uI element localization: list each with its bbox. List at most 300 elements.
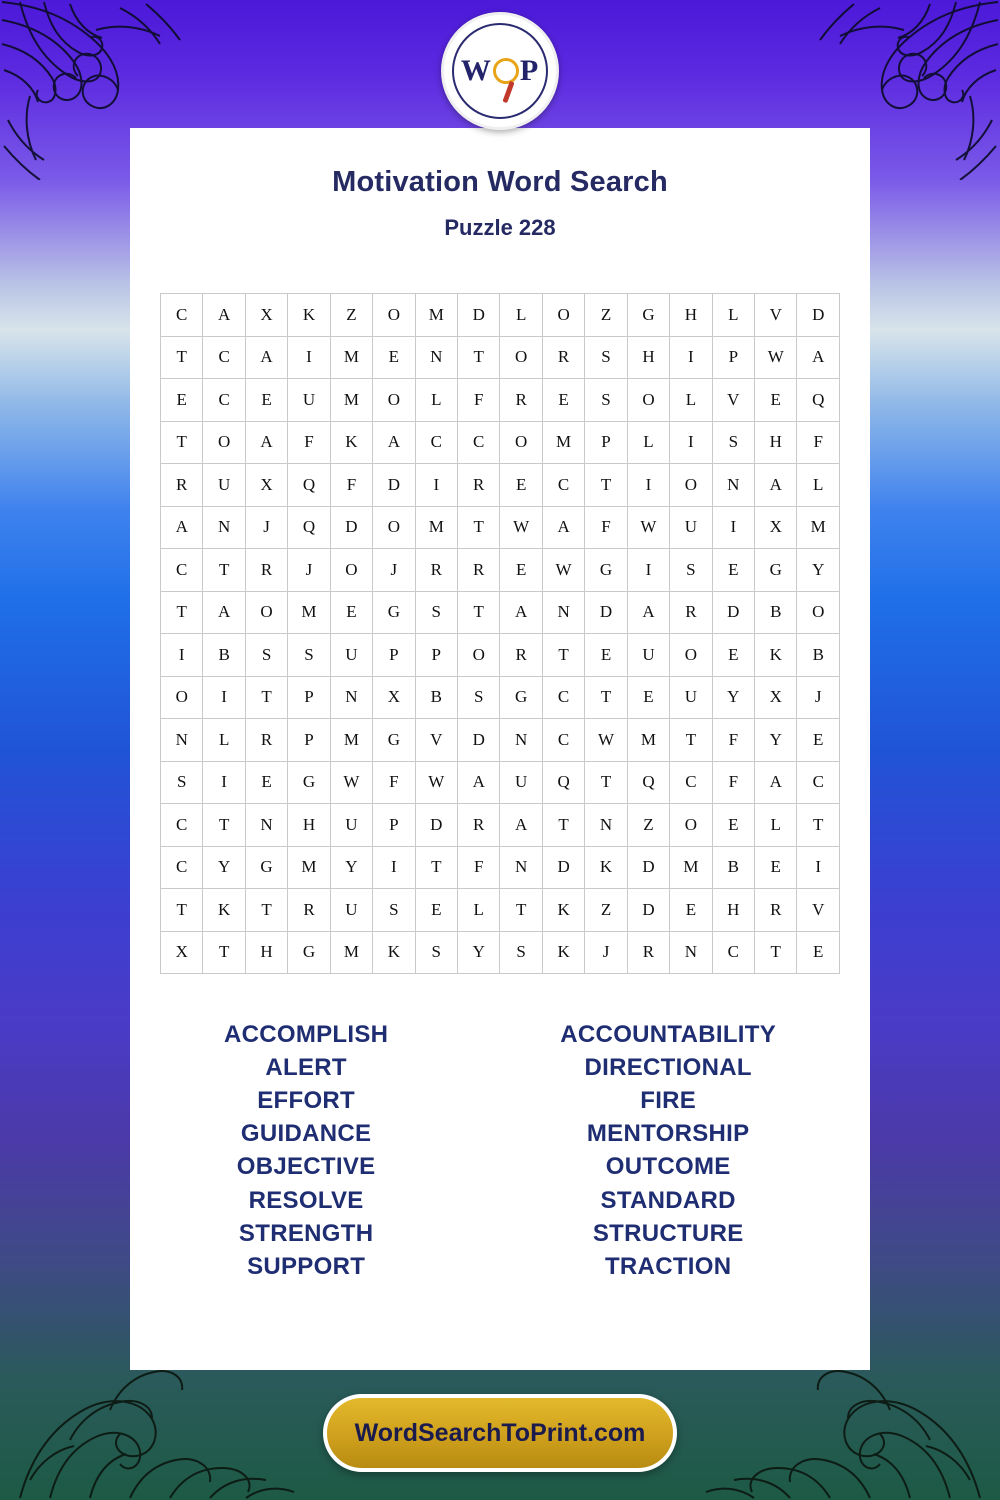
grid-row [161, 336, 840, 379]
website-label: WordSearchToPrint.com [354, 1418, 646, 1447]
grid-cell[interactable]: H [670, 294, 712, 337]
website-button[interactable] [323, 1394, 677, 1472]
word-list-item: STRENGTH [238, 1219, 374, 1247]
grid-cell[interactable]: A [755, 464, 797, 507]
grid-cell[interactable]: E [161, 379, 203, 422]
logo-letter-w: W [460, 54, 492, 87]
grid-cell[interactable]: E [542, 379, 584, 422]
grid-cell[interactable]: P [288, 676, 330, 719]
grid-cell[interactable]: M [288, 591, 330, 634]
grid-cell[interactable]: E [373, 336, 415, 379]
grid-cell[interactable]: O [670, 634, 712, 677]
grid-cell[interactable]: D [373, 464, 415, 507]
grid-cell[interactable]: S [670, 549, 712, 592]
grid-cell[interactable]: X [755, 506, 797, 549]
grid-cell[interactable]: N [670, 931, 712, 974]
grid-row [161, 294, 840, 337]
grid-cell[interactable]: X [161, 931, 203, 974]
grid-cell[interactable]: F [330, 464, 372, 507]
grid-cell[interactable]: C [161, 549, 203, 592]
grid-cell[interactable]: R [458, 464, 500, 507]
grid-cell[interactable]: H [712, 889, 754, 932]
grid-cell[interactable]: J [288, 549, 330, 592]
word-list-item: EFFORT [257, 1087, 356, 1115]
grid-cell[interactable]: A [500, 804, 542, 847]
grid-cell[interactable]: M [288, 846, 330, 889]
grid-cell[interactable]: T [585, 761, 627, 804]
grid-cell[interactable]: I [797, 846, 840, 889]
grid-cell[interactable]: M [542, 421, 584, 464]
grid-cell[interactable]: F [373, 761, 415, 804]
grid-cell[interactable]: D [585, 591, 627, 634]
grid-cell[interactable]: U [627, 634, 669, 677]
grid-cell[interactable]: J [373, 549, 415, 592]
word-list-item: SUPPORT [247, 1252, 366, 1280]
grid-cell[interactable]: W [755, 336, 797, 379]
grid-cell[interactable]: Z [330, 294, 372, 337]
word-list-item: GUIDANCE [240, 1120, 372, 1148]
grid-cell[interactable]: C [542, 676, 584, 719]
grid-cell[interactable]: H [245, 931, 287, 974]
grid-cell[interactable]: J [245, 506, 287, 549]
grid-cell[interactable]: R [500, 379, 542, 422]
grid-cell[interactable]: G [373, 719, 415, 762]
grid-cell[interactable]: C [161, 846, 203, 889]
grid-cell[interactable]: Z [585, 294, 627, 337]
grid-cell[interactable]: T [542, 634, 584, 677]
grid-cell[interactable]: N [415, 336, 457, 379]
grid-cell[interactable]: C [161, 294, 203, 337]
word-list-item: STRUCTURE [592, 1219, 744, 1247]
grid-cell[interactable]: I [712, 506, 754, 549]
bottom-flourish-icon [10, 1350, 340, 1500]
grid-cell[interactable]: L [415, 379, 457, 422]
grid-cell[interactable]: B [203, 634, 245, 677]
grid-cell[interactable]: G [288, 761, 330, 804]
grid-cell[interactable]: O [458, 634, 500, 677]
grid-cell[interactable]: T [161, 336, 203, 379]
grid-cell[interactable]: U [203, 464, 245, 507]
grid-cell[interactable]: L [458, 889, 500, 932]
grid-cell[interactable]: O [542, 294, 584, 337]
grid-cell[interactable]: M [627, 719, 669, 762]
grid-cell[interactable]: F [288, 421, 330, 464]
word-list-right-column [560, 1018, 776, 1283]
grid-cell[interactable]: T [245, 676, 287, 719]
grid-cell[interactable]: O [670, 464, 712, 507]
grid-cell[interactable]: Z [585, 889, 627, 932]
grid-cell[interactable]: B [415, 676, 457, 719]
grid-cell[interactable]: S [500, 931, 542, 974]
grid-cell[interactable]: W [330, 761, 372, 804]
grid-cell[interactable]: R [755, 889, 797, 932]
grid-cell[interactable]: M [670, 846, 712, 889]
logo-circle [452, 23, 548, 119]
grid-cell[interactable]: S [585, 336, 627, 379]
grid-cell[interactable]: P [288, 719, 330, 762]
grid-cell[interactable]: N [585, 804, 627, 847]
grid-cell[interactable]: S [415, 591, 457, 634]
grid-cell[interactable]: R [458, 804, 500, 847]
grid-cell[interactable]: N [500, 719, 542, 762]
grid-cell[interactable]: Q [288, 506, 330, 549]
grid-cell[interactable]: R [670, 591, 712, 634]
grid-cell[interactable]: R [542, 336, 584, 379]
grid-cell[interactable]: O [245, 591, 287, 634]
grid-cell[interactable]: A [373, 421, 415, 464]
grid-cell[interactable]: T [203, 804, 245, 847]
grid-cell[interactable]: L [627, 421, 669, 464]
grid-cell[interactable]: R [415, 549, 457, 592]
grid-cell[interactable]: E [755, 846, 797, 889]
grid-cell[interactable]: M [415, 294, 457, 337]
grid-cell[interactable]: P [415, 634, 457, 677]
word-list-item: DIRECTIONAL [584, 1054, 752, 1082]
grid-cell[interactable]: T [500, 889, 542, 932]
grid-cell[interactable]: K [755, 634, 797, 677]
grid-cell[interactable]: Y [755, 719, 797, 762]
grid-cell[interactable]: S [288, 634, 330, 677]
grid-cell[interactable]: U [500, 761, 542, 804]
grid-cell[interactable]: K [373, 931, 415, 974]
grid-cell[interactable]: C [670, 761, 712, 804]
grid-cell[interactable]: A [500, 591, 542, 634]
grid-cell[interactable]: O [670, 804, 712, 847]
grid-cell[interactable]: M [330, 379, 372, 422]
grid-cell[interactable]: M [330, 719, 372, 762]
grid-cell[interactable]: L [500, 294, 542, 337]
grid-cell[interactable]: C [203, 379, 245, 422]
grid-cell[interactable]: Q [627, 761, 669, 804]
grid-cell[interactable]: Q [797, 379, 840, 422]
grid-cell[interactable]: F [458, 379, 500, 422]
grid-cell[interactable]: S [712, 421, 754, 464]
grid-cell[interactable]: F [797, 421, 840, 464]
grid-cell[interactable]: T [458, 591, 500, 634]
grid-cell[interactable]: N [712, 464, 754, 507]
grid-cell[interactable]: C [797, 761, 840, 804]
grid-cell[interactable]: O [373, 506, 415, 549]
grid-cell[interactable]: D [415, 804, 457, 847]
grid-cell[interactable]: F [585, 506, 627, 549]
grid-cell[interactable]: G [627, 294, 669, 337]
grid-cell[interactable]: E [585, 634, 627, 677]
grid-cell[interactable]: C [161, 804, 203, 847]
grid-cell[interactable]: D [458, 294, 500, 337]
grid-cell[interactable]: I [203, 761, 245, 804]
grid-cell[interactable]: M [415, 506, 457, 549]
grid-cell[interactable]: O [500, 336, 542, 379]
grid-cell[interactable]: R [161, 464, 203, 507]
grid-cell[interactable]: X [373, 676, 415, 719]
grid-row [161, 931, 840, 974]
grid-row [161, 719, 840, 762]
grid-cell[interactable]: D [330, 506, 372, 549]
grid-cell[interactable]: F [458, 846, 500, 889]
grid-cell[interactable]: A [203, 591, 245, 634]
grid-cell[interactable]: B [712, 846, 754, 889]
grid-cell[interactable]: D [458, 719, 500, 762]
grid-cell[interactable]: A [542, 506, 584, 549]
grid-cell[interactable]: C [415, 421, 457, 464]
grid-cell[interactable]: O [161, 676, 203, 719]
grid-row [161, 634, 840, 677]
grid-cell[interactable]: N [330, 676, 372, 719]
grid-cell[interactable]: O [627, 379, 669, 422]
grid-cell[interactable]: T [161, 591, 203, 634]
grid-cell[interactable]: K [288, 294, 330, 337]
grid-cell[interactable]: E [797, 931, 840, 974]
grid-cell[interactable]: I [670, 336, 712, 379]
grid-cell[interactable]: G [585, 549, 627, 592]
grid-cell[interactable]: C [203, 336, 245, 379]
grid-cell[interactable]: R [245, 549, 287, 592]
grid-cell[interactable]: I [161, 634, 203, 677]
grid-cell[interactable]: V [797, 889, 840, 932]
grid-cell[interactable]: G [500, 676, 542, 719]
grid-cell[interactable]: H [288, 804, 330, 847]
grid-cell[interactable]: S [161, 761, 203, 804]
grid-cell[interactable]: R [458, 549, 500, 592]
grid-cell[interactable]: I [203, 676, 245, 719]
grid-cell[interactable]: P [712, 336, 754, 379]
grid-cell[interactable]: P [373, 634, 415, 677]
grid-cell[interactable]: T [797, 804, 840, 847]
grid-cell[interactable]: O [373, 294, 415, 337]
grid-cell[interactable]: O [373, 379, 415, 422]
grid-cell[interactable]: Y [797, 549, 840, 592]
grid-cell[interactable]: T [542, 804, 584, 847]
grid-cell[interactable]: E [712, 549, 754, 592]
grid-cell[interactable]: I [373, 846, 415, 889]
grid-cell[interactable]: Y [712, 676, 754, 719]
grid-cell[interactable]: L [712, 294, 754, 337]
grid-cell[interactable]: S [415, 931, 457, 974]
word-list-item: STANDARD [600, 1186, 736, 1214]
grid-cell[interactable]: T [585, 464, 627, 507]
word-list-item: TRACTION [604, 1252, 732, 1280]
grid-cell[interactable]: V [712, 379, 754, 422]
grid-cell[interactable]: M [330, 931, 372, 974]
grid-cell[interactable]: E [415, 889, 457, 932]
grid-cell[interactable]: M [330, 336, 372, 379]
grid-cell[interactable]: L [670, 379, 712, 422]
grid-cell[interactable]: Y [203, 846, 245, 889]
grid-cell[interactable]: T [161, 421, 203, 464]
grid-cell[interactable]: T [670, 719, 712, 762]
grid-cell[interactable]: W [585, 719, 627, 762]
grid-cell[interactable]: U [330, 634, 372, 677]
grid-cell[interactable]: Y [330, 846, 372, 889]
grid-cell[interactable]: N [161, 719, 203, 762]
grid-cell[interactable]: N [500, 846, 542, 889]
grid-cell[interactable]: T [203, 931, 245, 974]
grid-cell[interactable]: U [288, 379, 330, 422]
word-list-item: FIRE [640, 1087, 697, 1115]
grid-cell[interactable]: A [797, 336, 840, 379]
grid-row [161, 889, 840, 932]
logo-letter-p: P [519, 54, 540, 87]
grid-cell[interactable]: E [755, 379, 797, 422]
word-list-item: RESOLVE [248, 1186, 364, 1214]
grid-cell[interactable]: A [245, 421, 287, 464]
grid-row [161, 464, 840, 507]
grid-cell[interactable]: Q [288, 464, 330, 507]
grid-cell[interactable]: A [161, 506, 203, 549]
grid-cell[interactable]: K [585, 846, 627, 889]
grid-cell[interactable]: O [500, 421, 542, 464]
grid-cell[interactable]: T [245, 889, 287, 932]
grid-cell[interactable]: B [755, 591, 797, 634]
word-list-item: OUTCOME [605, 1153, 731, 1181]
grid-cell[interactable]: U [670, 676, 712, 719]
grid-cell[interactable]: E [245, 379, 287, 422]
grid-cell[interactable]: L [755, 804, 797, 847]
grid-cell[interactable]: J [585, 931, 627, 974]
grid-cell[interactable]: D [712, 591, 754, 634]
grid-row [161, 846, 840, 889]
grid-row [161, 421, 840, 464]
grid-cell[interactable]: R [288, 889, 330, 932]
grid-cell[interactable]: Y [458, 931, 500, 974]
grid-cell[interactable]: O [330, 549, 372, 592]
grid-cell[interactable]: V [415, 719, 457, 762]
grid-cell[interactable]: A [203, 294, 245, 337]
grid-cell[interactable]: D [627, 889, 669, 932]
grid-cell[interactable]: G [373, 591, 415, 634]
bottom-flourish-icon [660, 1350, 990, 1500]
grid-cell[interactable]: U [330, 889, 372, 932]
grid-cell[interactable]: M [797, 506, 840, 549]
grid-cell[interactable]: W [627, 506, 669, 549]
grid-cell[interactable]: L [797, 464, 840, 507]
grid-cell[interactable]: I [627, 549, 669, 592]
grid-cell[interactable]: Z [627, 804, 669, 847]
grid-cell[interactable]: F [712, 719, 754, 762]
puzzle-number: Puzzle 228 [444, 215, 556, 240]
grid-cell[interactable]: T [458, 336, 500, 379]
grid-row [161, 591, 840, 634]
grid-cell[interactable]: T [585, 676, 627, 719]
grid-cell[interactable]: K [330, 421, 372, 464]
word-search-grid-wrap [160, 293, 840, 974]
grid-cell[interactable]: I [670, 421, 712, 464]
grid-cell[interactable]: X [755, 676, 797, 719]
grid-cell[interactable]: R [500, 634, 542, 677]
grid-cell[interactable]: I [415, 464, 457, 507]
grid-cell[interactable]: U [670, 506, 712, 549]
grid-cell[interactable]: T [203, 549, 245, 592]
grid-cell[interactable]: U [330, 804, 372, 847]
grid-cell[interactable]: G [288, 931, 330, 974]
grid-cell[interactable]: D [542, 846, 584, 889]
grid-cell[interactable]: G [755, 549, 797, 592]
grid-cell[interactable]: X [245, 294, 287, 337]
grid-cell[interactable]: W [415, 761, 457, 804]
grid-cell[interactable]: J [797, 676, 840, 719]
grid-cell[interactable]: S [245, 634, 287, 677]
word-search-grid[interactable] [160, 293, 840, 974]
grid-cell[interactable]: C [542, 719, 584, 762]
grid-cell[interactable]: E [797, 719, 840, 762]
grid-cell[interactable]: X [245, 464, 287, 507]
grid-cell[interactable]: E [245, 761, 287, 804]
word-list-item: MENTORSHIP [586, 1120, 750, 1148]
grid-cell[interactable]: K [542, 931, 584, 974]
grid-cell[interactable]: R [627, 931, 669, 974]
grid-cell[interactable]: E [330, 591, 372, 634]
grid-cell[interactable]: K [542, 889, 584, 932]
grid-cell[interactable]: B [797, 634, 840, 677]
grid-cell[interactable]: W [542, 549, 584, 592]
grid-cell[interactable]: E [500, 549, 542, 592]
logo-initials [461, 54, 539, 88]
page-title: Motivation Word Search [332, 166, 668, 198]
grid-cell[interactable]: I [627, 464, 669, 507]
grid-cell[interactable]: O [203, 421, 245, 464]
grid-cell[interactable]: Q [542, 761, 584, 804]
grid-cell[interactable]: V [755, 294, 797, 337]
grid-cell[interactable]: I [288, 336, 330, 379]
site-logo [441, 12, 559, 130]
grid-cell[interactable]: H [627, 336, 669, 379]
grid-cell[interactable]: S [458, 676, 500, 719]
grid-cell[interactable]: A [755, 761, 797, 804]
grid-cell[interactable]: F [712, 761, 754, 804]
grid-cell[interactable]: A [627, 591, 669, 634]
word-list-item: OBJECTIVE [236, 1153, 376, 1181]
magnifier-icon [493, 58, 519, 84]
grid-cell[interactable]: G [245, 846, 287, 889]
grid-cell[interactable]: T [415, 846, 457, 889]
grid-cell[interactable]: T [458, 506, 500, 549]
grid-cell[interactable]: W [500, 506, 542, 549]
grid-row [161, 379, 840, 422]
grid-cell[interactable]: E [712, 804, 754, 847]
grid-cell[interactable]: N [542, 591, 584, 634]
grid-cell[interactable]: O [797, 591, 840, 634]
grid-cell[interactable]: C [712, 931, 754, 974]
grid-cell[interactable]: A [245, 336, 287, 379]
grid-cell[interactable]: E [712, 634, 754, 677]
grid-cell[interactable]: A [458, 761, 500, 804]
grid-cell[interactable]: E [627, 676, 669, 719]
word-list-left-column [224, 1018, 388, 1283]
grid-row [161, 549, 840, 592]
grid-cell[interactable]: T [161, 889, 203, 932]
grid-cell[interactable]: T [755, 931, 797, 974]
grid-row [161, 761, 840, 804]
grid-cell[interactable]: D [627, 846, 669, 889]
grid-cell[interactable]: K [203, 889, 245, 932]
grid-cell[interactable]: N [203, 506, 245, 549]
grid-cell[interactable]: S [585, 379, 627, 422]
grid-cell[interactable]: C [458, 421, 500, 464]
grid-cell[interactable]: P [373, 804, 415, 847]
puzzle-sheet [130, 128, 870, 1370]
grid-cell[interactable]: E [670, 889, 712, 932]
word-list-item: ACCOMPLISH [223, 1021, 389, 1048]
grid-cell[interactable]: E [500, 464, 542, 507]
grid-cell[interactable]: R [245, 719, 287, 762]
grid-cell[interactable]: D [797, 294, 840, 337]
grid-cell[interactable]: P [585, 421, 627, 464]
grid-cell[interactable]: C [542, 464, 584, 507]
grid-cell[interactable]: L [203, 719, 245, 762]
grid-cell[interactable]: N [245, 804, 287, 847]
grid-cell[interactable]: H [755, 421, 797, 464]
grid-cell[interactable]: S [373, 889, 415, 932]
